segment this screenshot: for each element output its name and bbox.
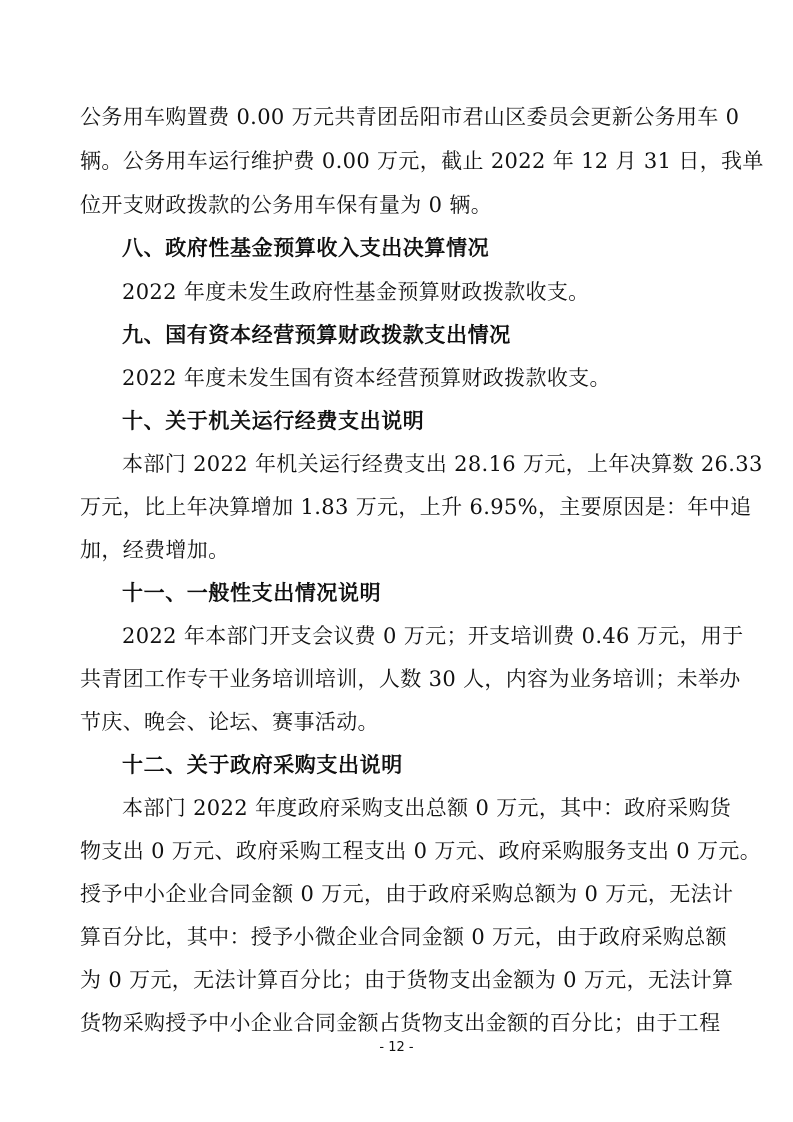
body-text-line: 本部门 2022 年机关运行经费支出 28.16 万元，上年决算数 26.33 xyxy=(122,452,763,476)
body-text-line: 辆。公务用车运行维护费 0.00 万元，截止 2022 年 12 月 31 日，我单 xyxy=(80,149,764,173)
body-text-line: 本部门 2022 年度政府采购支出总额 0 万元，其中：政府采购货 xyxy=(122,796,732,820)
body-text-line: 授予中小企业合同金额 0 万元，由于政府采购总额为 0 万元，无法计 xyxy=(80,882,734,906)
body-text-line: 算百分比，其中：授予小微企业合同金额 0 万元，由于政府采购总额 xyxy=(80,925,727,949)
body-text-line: 2022 年度未发生国有资本经营预算财政拨款收支。 xyxy=(122,366,611,390)
body-text-line: 2022 年本部门开支会议费 0 万元；开支培训费 0.46 万元，用于 xyxy=(122,624,744,648)
page-number: - 12 - xyxy=(379,1040,414,1055)
body-text-line: 加，经费增加。 xyxy=(80,538,230,562)
body-text-line: 公务用车购置费 0.00 万元共青团岳阳市君山区委员会更新公务用车 0 xyxy=(80,105,740,129)
body-text-line: 节庆、晚会、论坛、赛事活动。 xyxy=(80,710,379,734)
body-text-line: 位开支财政拨款的公务用车保有量为 0 辆。 xyxy=(80,193,493,217)
body-text-line: 为 0 万元，无法计算百分比；由于货物支出金额为 0 万元，无法计算 xyxy=(80,968,734,992)
body-text-line: 万元，比上年决算增加 1.83 万元，上升 6.95%，主要原因是：年中追 xyxy=(80,495,752,519)
body-text-line: 物支出 0 万元、政府采购工程支出 0 万元、政府采购服务支出 0 万元。 xyxy=(80,839,762,863)
body-text-line: 货物采购授予中小企业合同金额占货物支出金额的百分比；由于工程 xyxy=(80,1011,721,1035)
section-heading-11: 十一、一般性支出情况说明 xyxy=(122,581,382,605)
section-heading-12: 十二、关于政府采购支出说明 xyxy=(122,753,403,777)
body-text-line: 共青团工作专干业务培训培训，人数 30 人，内容为业务培训；未举办 xyxy=(80,667,741,691)
body-text-line: 2022 年度未发生政府性基金预算财政拨款收支。 xyxy=(122,280,590,304)
section-heading-9: 九、国有资本经营预算财政拨款支出情况 xyxy=(122,323,511,347)
section-heading-8: 八、政府性基金预算收入支出决算情况 xyxy=(122,236,490,260)
section-heading-10: 十、关于机关运行经费支出说明 xyxy=(122,409,425,433)
